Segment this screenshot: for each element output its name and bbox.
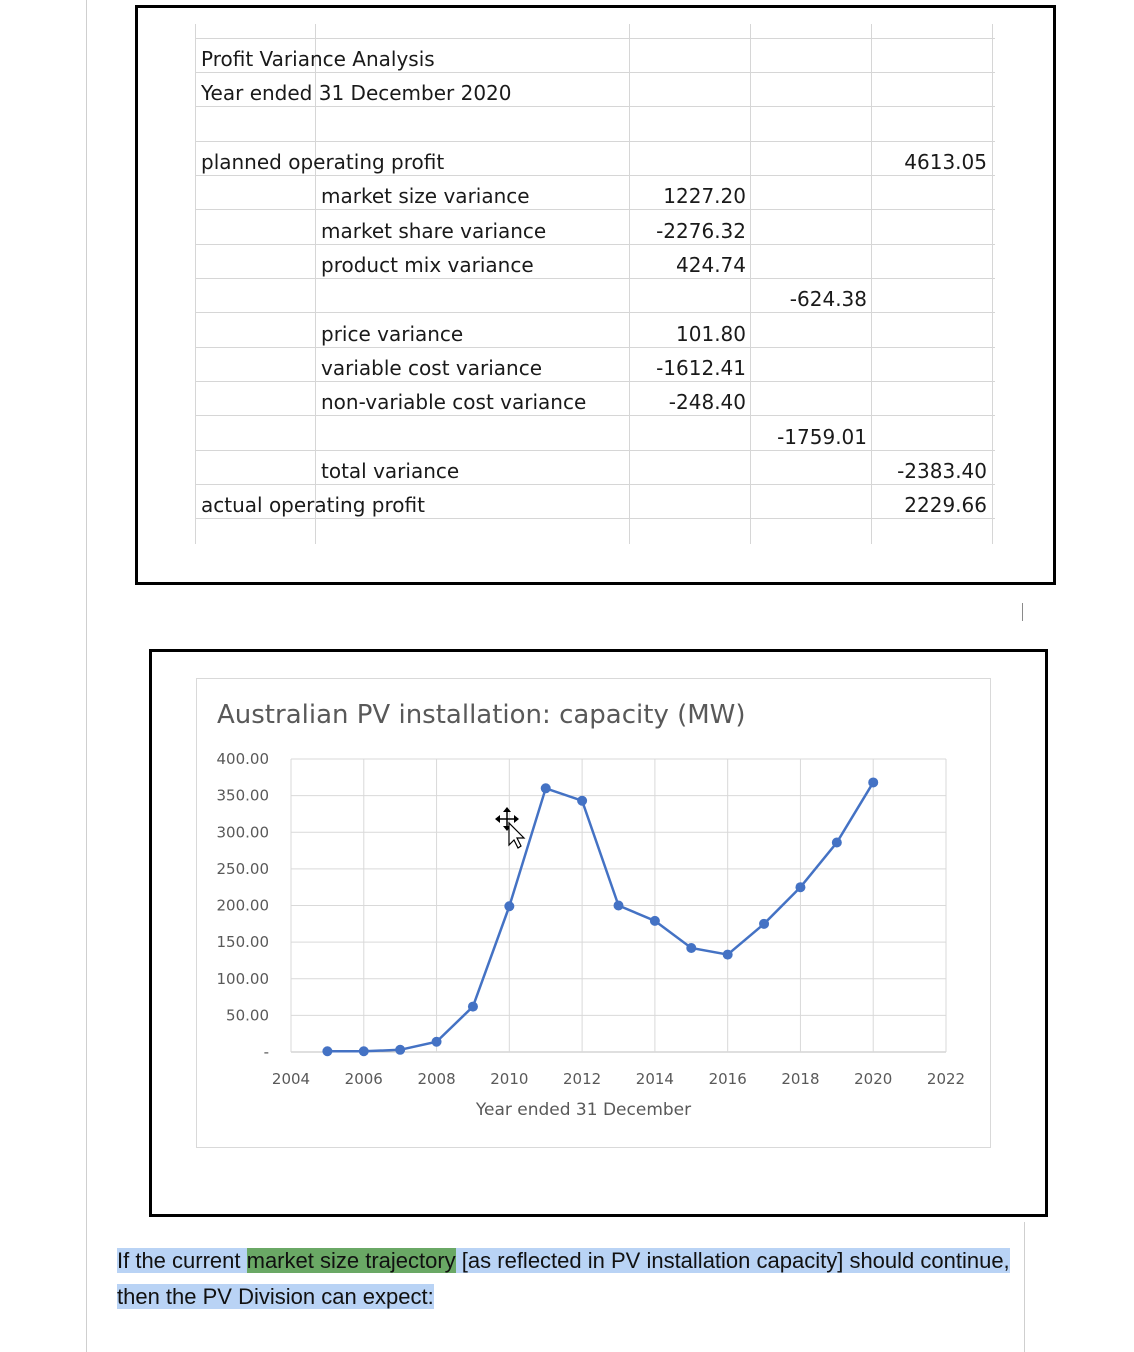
x-tick-label: 2018 bbox=[781, 1070, 820, 1088]
data-point bbox=[686, 943, 696, 953]
data-point bbox=[432, 1037, 442, 1047]
market-share-variance-label: market share variance bbox=[321, 219, 547, 243]
y-tick-label: 250.00 bbox=[216, 859, 269, 878]
y-tick-label: - bbox=[263, 1043, 269, 1061]
total-variance-value: -2383.40 bbox=[897, 459, 987, 483]
pv-capacity-chart-image bbox=[149, 649, 1048, 1217]
non-variable-cost-variance-label: non-variable cost variance bbox=[321, 390, 587, 414]
x-tick-label: 2022 bbox=[926, 1070, 966, 1088]
page-margin-left bbox=[86, 0, 87, 1352]
sales-subtotal-value: -624.38 bbox=[789, 287, 867, 311]
y-tick-label: 300.00 bbox=[216, 823, 269, 842]
paragraph-prefix: If the current bbox=[117, 1248, 247, 1273]
question-paragraph bbox=[117, 1243, 1017, 1315]
x-tick-label: 2004 bbox=[271, 1070, 311, 1088]
market-size-variance-value: 1227.20 bbox=[663, 184, 746, 208]
series-line bbox=[327, 782, 873, 1051]
x-tick-label: 2020 bbox=[854, 1070, 893, 1088]
x-tick-label: 2008 bbox=[417, 1070, 456, 1088]
data-point bbox=[832, 838, 842, 848]
text-cursor bbox=[1022, 603, 1023, 621]
y-tick-label: 200.00 bbox=[216, 896, 269, 915]
x-tick-label: 2012 bbox=[563, 1070, 602, 1088]
planned-profit-label: planned operating profit bbox=[201, 150, 445, 174]
cost-subtotal-value: -1759.01 bbox=[777, 425, 867, 449]
pv-capacity-chart bbox=[197, 679, 990, 1147]
sheet-title: Profit Variance Analysis bbox=[201, 47, 435, 71]
non-variable-cost-variance-value: -248.40 bbox=[668, 390, 746, 414]
product-mix-variance-label: product mix variance bbox=[321, 253, 534, 277]
variance-table-image bbox=[135, 5, 1056, 585]
price-variance-label: price variance bbox=[321, 322, 464, 346]
actual-profit-value: 2229.66 bbox=[904, 493, 987, 517]
y-tick-label: 100.00 bbox=[216, 969, 269, 988]
data-point bbox=[395, 1045, 405, 1055]
data-point bbox=[577, 796, 587, 806]
y-tick-label: 400.00 bbox=[216, 750, 269, 768]
chart-area bbox=[196, 678, 991, 1148]
data-point bbox=[359, 1046, 369, 1056]
data-point bbox=[541, 783, 551, 793]
actual-profit-label: actual operating profit bbox=[201, 493, 425, 517]
paragraph-highlight: market size trajectory bbox=[246, 1248, 456, 1273]
x-tick-label: 2014 bbox=[635, 1070, 674, 1088]
variable-cost-variance-label: variable cost variance bbox=[321, 356, 542, 380]
y-tick-label: 150.00 bbox=[216, 933, 269, 952]
variable-cost-variance-value: -1612.41 bbox=[656, 356, 746, 380]
chart-title: Australian PV installation: capacity (MW) bbox=[217, 700, 746, 730]
market-size-variance-label: market size variance bbox=[321, 184, 530, 208]
paragraph-suffix: [as reflected in PV installation capacity] should continue, then the PV Division can expect: bbox=[117, 1248, 1010, 1309]
y-tick-label: 50.00 bbox=[226, 1006, 269, 1025]
spreadsheet-grid bbox=[195, 24, 995, 544]
planned-profit-value: 4613.05 bbox=[904, 150, 987, 174]
sheet-subtitle: Year ended 31 December 2020 bbox=[201, 81, 512, 105]
data-point bbox=[614, 901, 624, 911]
market-share-variance-value: -2276.32 bbox=[656, 219, 746, 243]
data-point bbox=[868, 777, 878, 787]
data-point bbox=[468, 1002, 478, 1012]
total-variance-label: total variance bbox=[321, 459, 460, 483]
product-mix-variance-value: 424.74 bbox=[676, 253, 746, 277]
data-point bbox=[650, 916, 660, 926]
x-tick-label: 2016 bbox=[708, 1070, 747, 1088]
price-variance-value: 101.80 bbox=[676, 322, 746, 346]
data-point bbox=[322, 1046, 332, 1056]
x-tick-label: 2006 bbox=[344, 1070, 383, 1088]
data-point bbox=[504, 901, 514, 911]
x-tick-label: 2010 bbox=[490, 1070, 529, 1088]
page-margin-right bbox=[1024, 1222, 1025, 1352]
x-axis-label: Year ended 31 December bbox=[475, 1100, 692, 1120]
y-tick-label: 350.00 bbox=[216, 786, 269, 805]
data-point bbox=[795, 882, 805, 892]
data-point bbox=[759, 919, 769, 929]
data-point bbox=[723, 950, 733, 960]
